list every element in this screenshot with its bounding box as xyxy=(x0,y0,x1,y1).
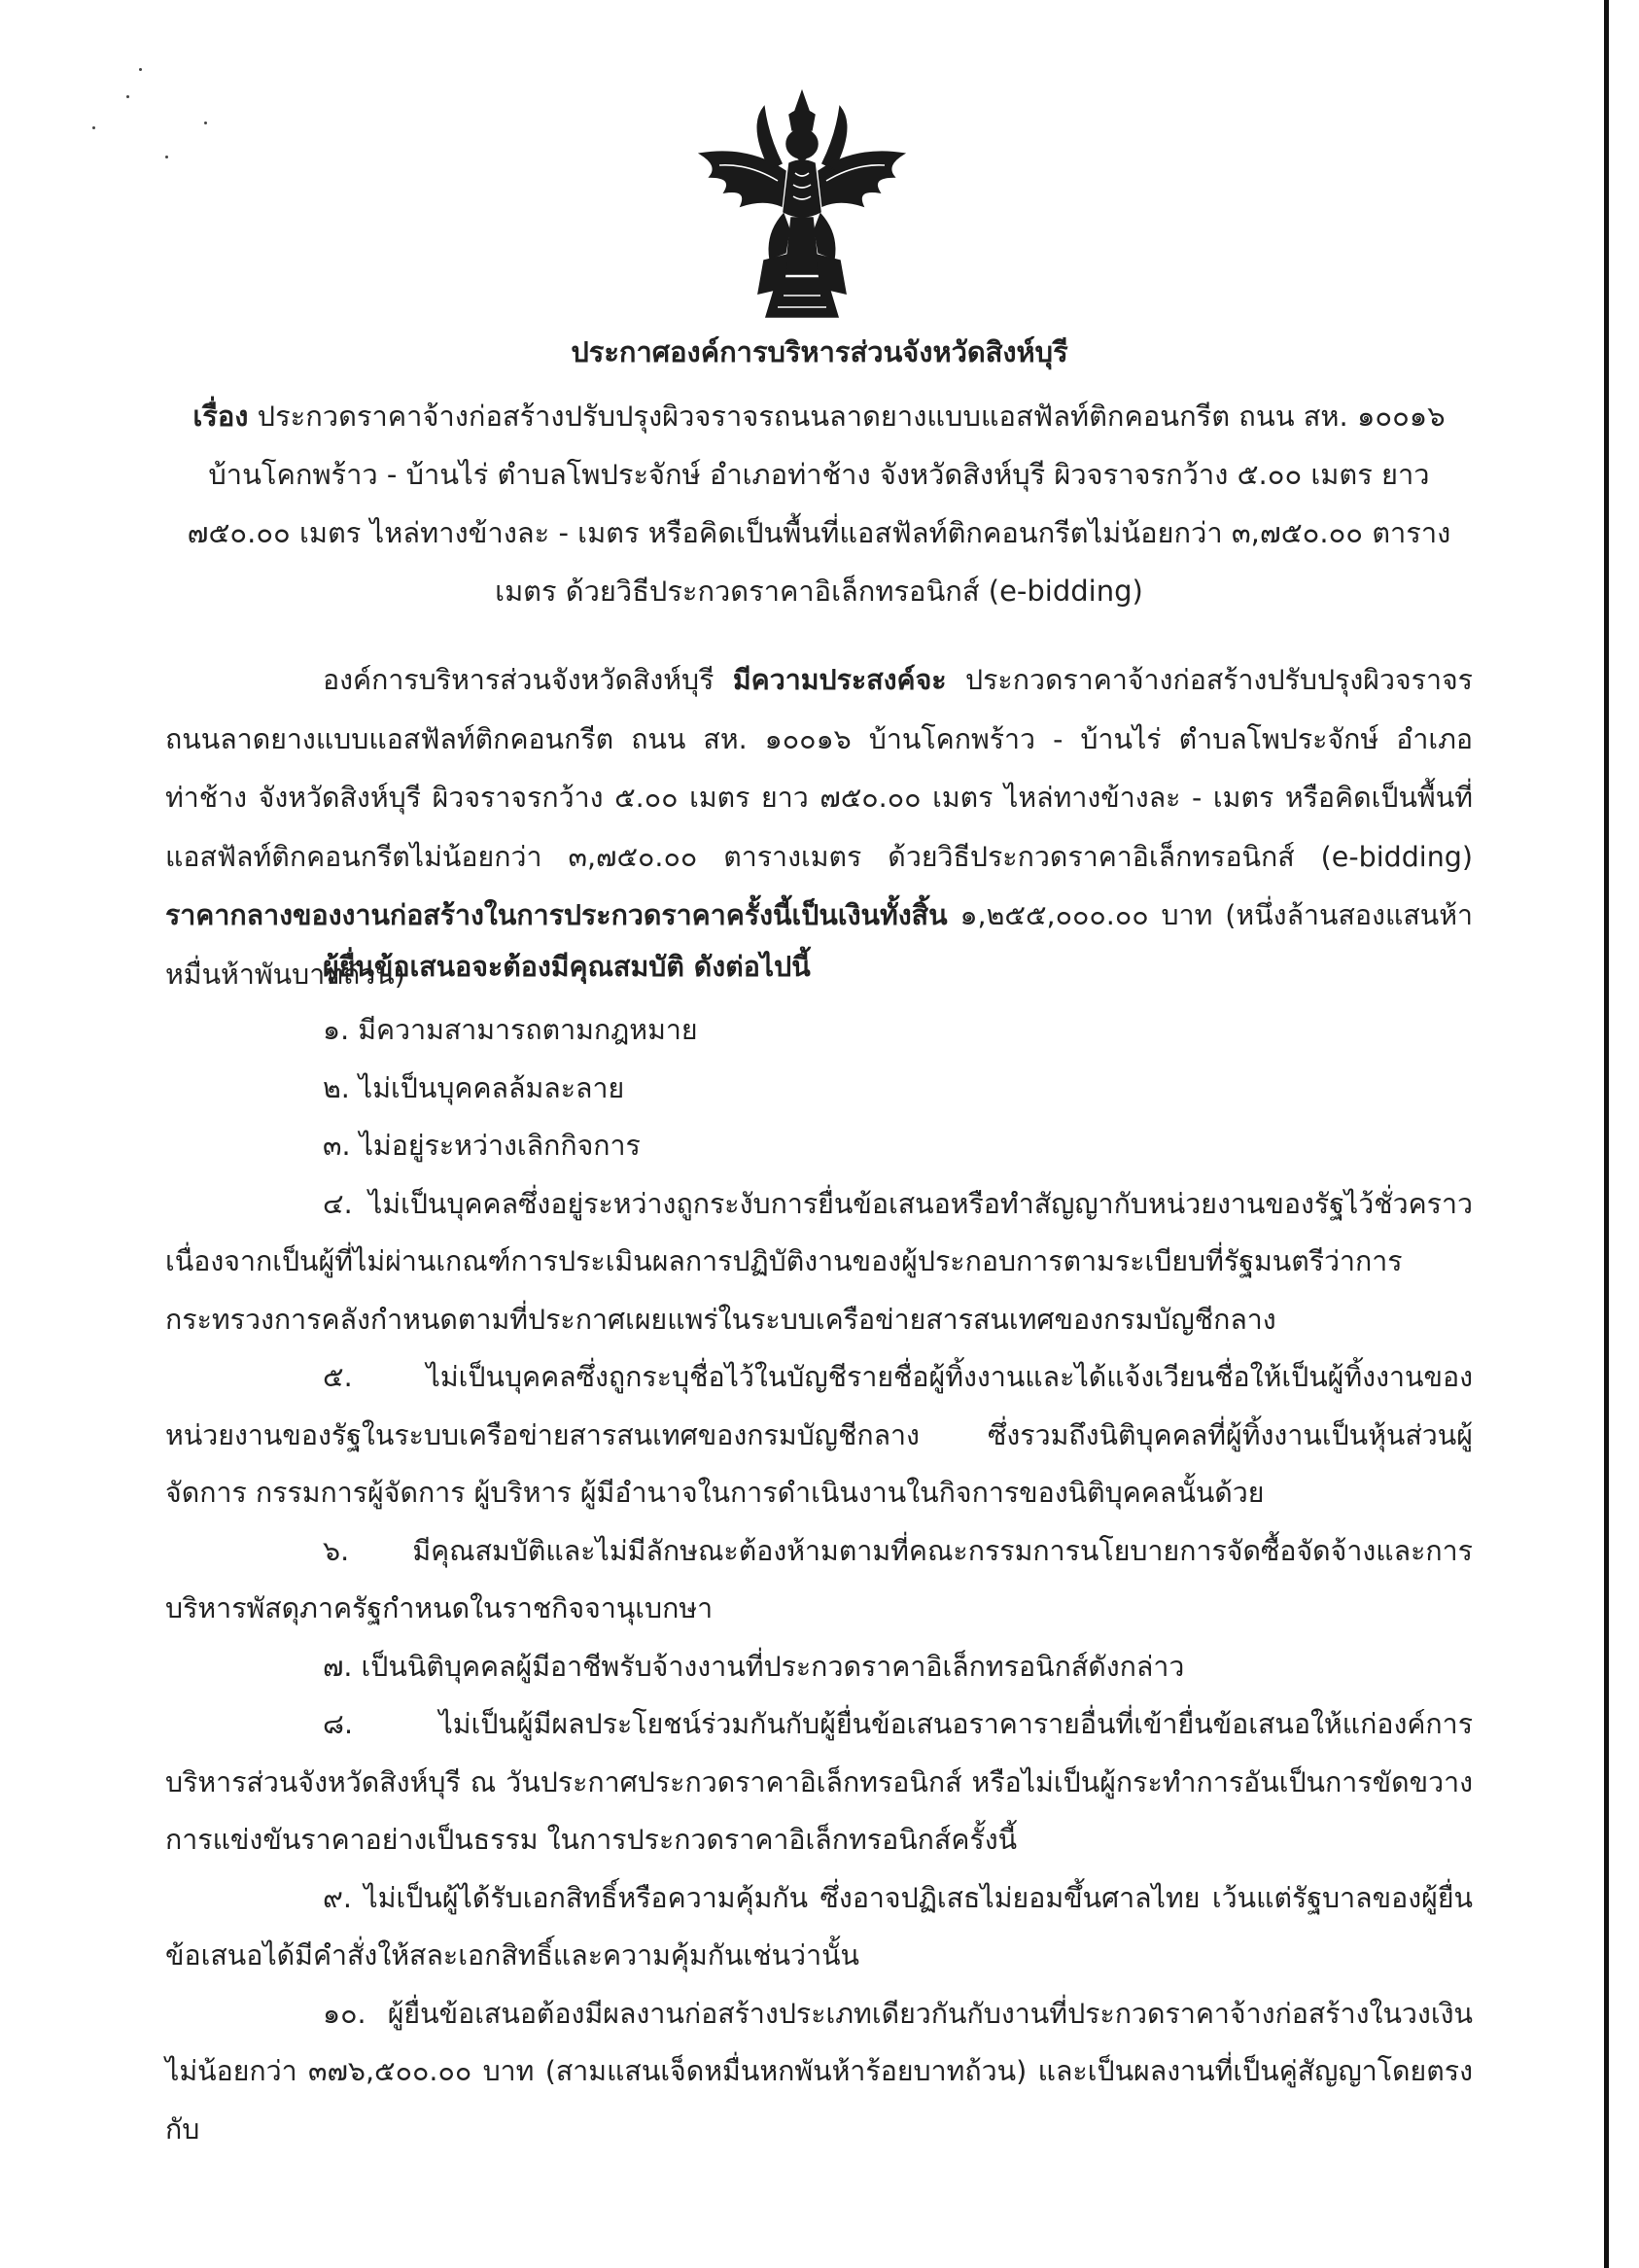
median-price-label: ราคากลางของงานก่อสร้างในการประกวดราคาครั้งนี้เป็นเงินทั้งสิ้น xyxy=(165,899,948,931)
qualification-item: ๓. ไม่อยู่ระหว่างเลิกกิจการ xyxy=(323,1130,641,1162)
qualification-item: ๒. ไม่เป็นบุคคลล้มละลาย xyxy=(323,1071,625,1104)
qualification-item: ๔. ไม่เป็นบุคคลซึ่งอยู่ระหว่างถูกระงับการยื่นข้อเสนอหรือทำสัญญากับหน่วยงานของรัฐไว้ชั่วคราว เนื่องจากเป็นผู้ที่ไม่ผ่านเกณฑ์การประเมินผลการปฏิบัติงานของผู้ประกอบการตามระเบียบที่รัฐมนตรีว่าการกระทรวงการคลังกำหนดตามที่ประกาศเผยแพร่ในระบบเครือข่ายสารสนเทศของกรมบัญชีกลาง xyxy=(165,1187,1473,1336)
scan-speck xyxy=(92,126,95,129)
qualification-item: ๙. ไม่เป็นผู้ได้รับเอกสิทธิ์หรือความคุ้มกัน ซึ่งอาจปฏิเสธไม่ยอมขึ้นศาลไทย เว้นแต่รัฐบาลของผู้ยื่นข้อเสนอได้มีคำสั่งให้สละเอกสิทธิ์และความคุ้มกันเช่นว่านั้น xyxy=(165,1881,1473,1971)
qualification-item: ๗. เป็นนิติบุคคลผู้มีอาชีพรับจ้างงานที่ประกวดราคาอิเล็กทรอนิกส์ดังกล่าว xyxy=(323,1650,1185,1683)
scan-speck xyxy=(204,122,207,124)
garuda-emblem xyxy=(680,87,924,321)
document-title: ประกาศองค์การบริหารส่วนจังหวัดสิงห์บุรี xyxy=(571,335,1068,368)
intent-phrase: มีความประสงค์จะ xyxy=(732,664,947,696)
qualifications-lead: ผู้ยื่นข้อเสนอจะต้องมีคุณสมบัติ ดังต่อไปนี้ xyxy=(323,951,811,983)
qualifications-list xyxy=(165,1001,1473,2158)
subject-label: เรื่อง xyxy=(192,400,249,433)
qualification-item: ๘. ไม่เป็นผู้มีผลประโยชน์ร่วมกันกับผู้ยื่นข้อเสนอราคารายอื่นที่เข้ายื่นข้อเสนอให้แก่องค์การบริหารส่วนจังหวัดสิงห์บุรี ณ วันประกาศประกวดราคาอิเล็กทรอนิกส์ หรือไม่เป็นผู้กระทำการอันเป็นการขัดขวางการแข่งขันราคาอย่างเป็นธรรม ในการประกวดราคาอิเล็กทรอนิกส์ครั้งนี้ xyxy=(165,1708,1473,1856)
scan-speck xyxy=(126,95,129,98)
document-subject xyxy=(165,387,1473,620)
qualification-item: ๑. มีความสามารถตามกฎหมาย xyxy=(323,1014,698,1046)
qualification-item: ๖. มีคุณสมบัติและไม่มีลักษณะต้องห้ามตามที่คณะกรรมการนโยบายการจัดซื้อจัดจ้างและการบริหารพัสดุภาครัฐกำหนดในราชกิจจานุเบกษา xyxy=(165,1534,1473,1624)
qualification-item: ๑๐. ผู้ยื่นข้อเสนอต้องมีผลงานก่อสร้างประเภทเดียวกันกับงานที่ประกวดราคาจ้างก่อสร้างในวงเงินไม่น้อยกว่า ๓๗๖,๕๐๐.๐๐ บาท (สามแสนเจ็ดหมื่นหกพันห้าร้อยบาทถ้วน) และเป็นผลงานที่เป็นคู่สัญญาโดยตรงกับ xyxy=(165,1997,1473,2146)
scan-speck xyxy=(139,68,142,71)
scan-speck xyxy=(165,156,168,158)
subject-text: ประกวดราคาจ้างก่อสร้างปรับปรุงผิวจราจรถนนลาดยางแบบแอสฟัลท์ติกคอนกรีต ถนน สห. ๑๐๐๑๖ บ้านโคกพร้าว - บ้านไร่ ตำบลโพประจักษ์ อำเภอท่าช้าง จังหวัดสิงห์บุรี ผิวจราจรกว้าง ๕.๐๐ เมตร ยาว ๗๕๐.๐๐ เมตร ไหล่ทางข้างละ - เมตร หรือคิดเป็นพื้นที่แอสฟัลท์ติกคอนกรีตไม่น้อยกว่า ๓,๗๕๐.๐๐ ตารางเมตร ด้วยวิธีประกวดราคาอิเล็กทรอนิกส์ (e-bidding) xyxy=(187,400,1451,608)
median-price-amount: ๑,๒๕๕,๐๐๐.๐๐ บาท (หนึ่งล้านสองแสนห้าหมื่นห้าพันบาทถ้วน) xyxy=(165,899,1473,991)
organization-name: องค์การบริหารส่วนจังหวัดสิงห์บุรี xyxy=(323,664,715,696)
qualification-item: ๕. ไม่เป็นบุคคลซึ่งถูกระบุชื่อไว้ในบัญชีรายชื่อผู้ทิ้งงานและได้แจ้งเวียนชื่อให้เป็นผู้ทิ้งงานของหน่วยงานของรัฐในระบบเครือข่ายสารสนเทศของกรมบัญชีกลาง ซึ่งรวมถึงนิติบุคคลที่ผู้ทิ้งงานเป็นหุ้นส่วนผู้จัดการ กรรมการผู้จัดการ ผู้บริหาร ผู้มีอำนาจในการดำเนินงานในกิจการของนิติบุคคลนั้นด้วย xyxy=(165,1361,1473,1509)
intro-body: ประกวดราคาจ้างก่อสร้างปรับปรุงผิวจราจรถนนลาดยางแบบแอสฟัลท์ติกคอนกรีต ถนน สห. ๑๐๐๑๖ บ้านโคกพร้าว - บ้านไร่ ตำบลโพประจักษ์ อำเภอท่าช้าง จังหวัดสิงห์บุรี ผิวจราจรกว้าง ๕.๐๐ เมตร ยาว ๗๕๐.๐๐ เมตร ไหล่ทางข้างละ - เมตร หรือคิดเป็นพื้นที่แอสฟัลท์ติกคอนกรีตไม่น้อยกว่า ๓,๗๕๐.๐๐ ตารางเมตร ด้วยวิธีประกวดราคาอิเล็กทรอนิกส์ (e-bidding) xyxy=(165,664,1473,873)
